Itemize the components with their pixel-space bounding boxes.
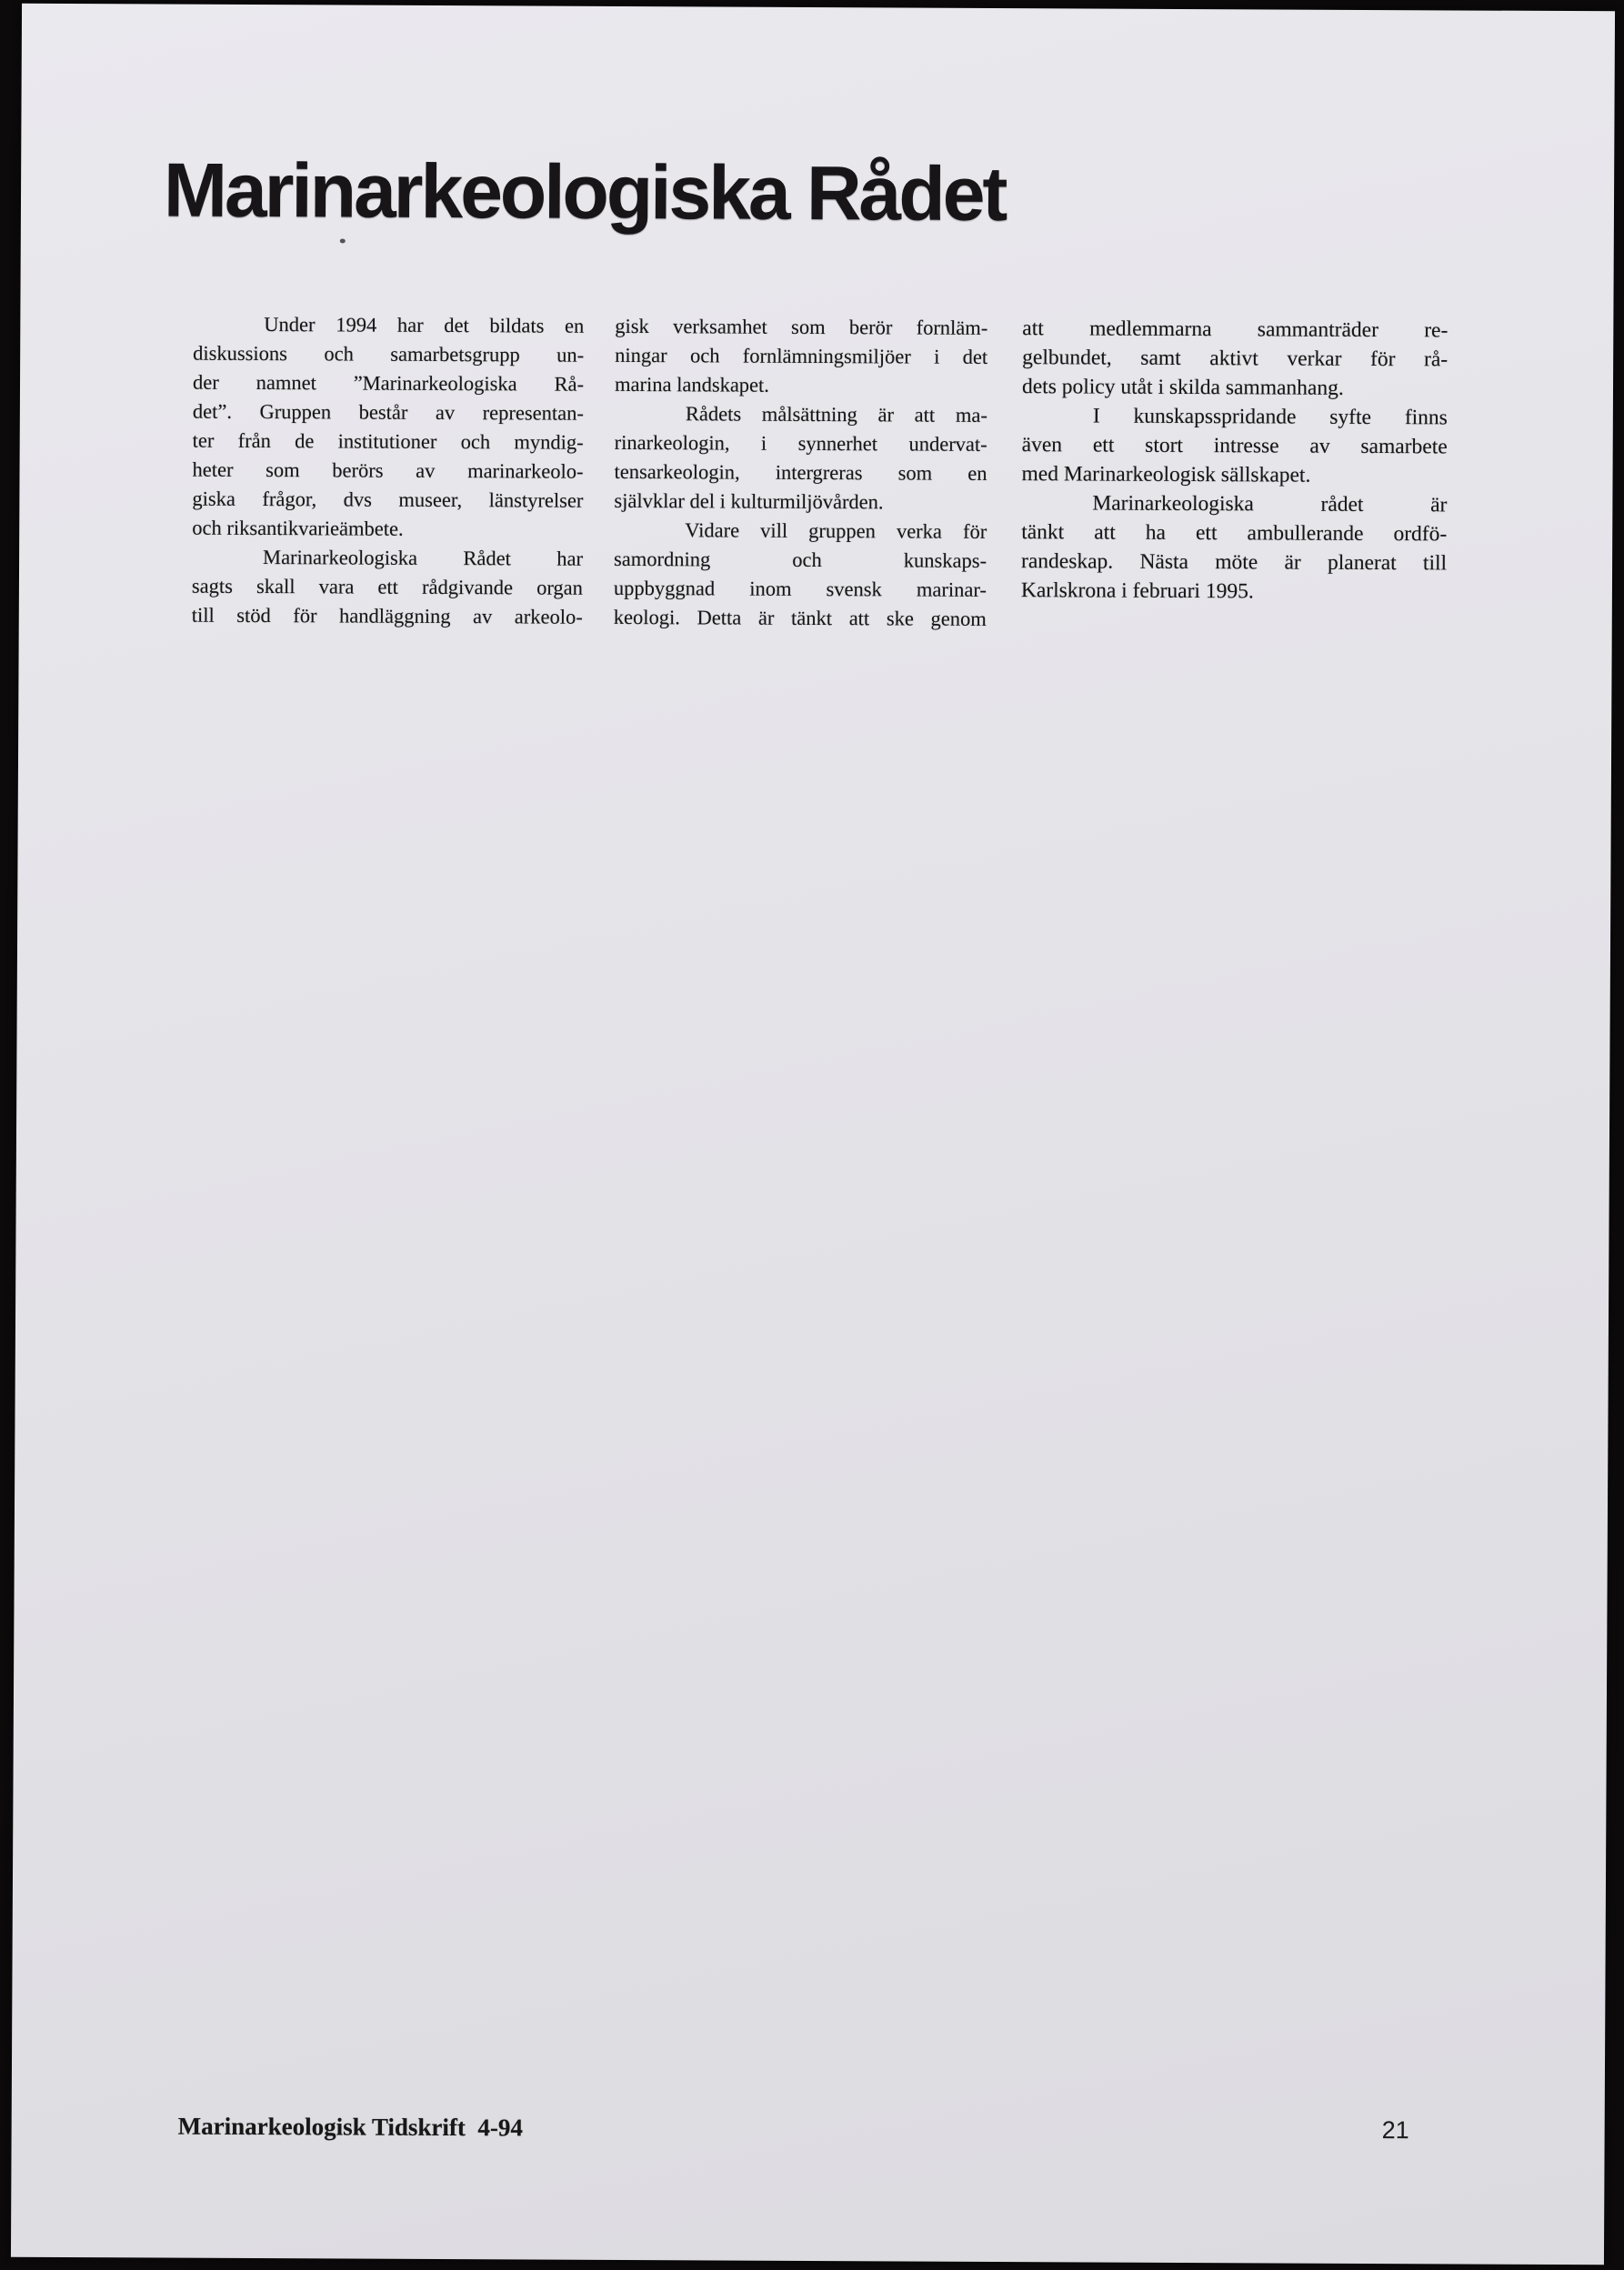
paper <box>11 4 1615 2265</box>
text-line: samordning och kunskaps- <box>614 547 987 572</box>
text-line: rinarkeologin, i synnerhet undervat- <box>614 430 987 456</box>
text-line: giska frågor, dvs museer, länstyrelser <box>192 487 584 512</box>
page-number: 21 <box>1381 2116 1409 2144</box>
text-line: dets policy utåt i skilda sammanhang. <box>1021 375 1344 400</box>
text-line: heter som berörs av marinarkeolo- <box>192 457 584 483</box>
text-line: randeskap. Nästa möte är planerat till <box>1021 549 1448 576</box>
text-line: Under 1994 har det bildats en <box>264 313 585 337</box>
text-line: der namnet ”Marinarkeologiska Rå- <box>192 370 585 396</box>
scan-speck <box>340 238 346 243</box>
text-line: sagts skall vara ett rådgivande organ <box>191 574 583 599</box>
text-line: självklar del i kulturmiljövården. <box>614 488 884 514</box>
footer-journal: Marinarkeologisk Tidskrift 4-94 <box>177 2112 524 2142</box>
text-line: att medlemmarna sammanträder re- <box>1022 316 1449 343</box>
text-line: till stöd för handläggning av arkeolo- <box>191 603 583 628</box>
article-column-1 <box>192 310 585 632</box>
text-line: ter från de institutioner och myndig- <box>192 428 584 454</box>
text-line: Marinarkeologiska Rådet har <box>263 546 584 570</box>
text-line: Rådets målsättning är att ma- <box>685 402 987 427</box>
page-title: Marinarkeologiska Rådet <box>163 146 1006 237</box>
text-line: även ett stort intresse av samarbete <box>1021 433 1448 459</box>
text-line: I kunskapsspridande syfte finns <box>1092 404 1448 430</box>
text-line: gisk verksamhet som berör fornläm- <box>615 314 988 339</box>
text-line: keologi. Detta är tänkt att ske genom <box>613 605 987 630</box>
text-line: marina landskapet. <box>614 372 770 397</box>
text-line: Karlskrona i februari 1995. <box>1020 578 1254 604</box>
text-line: med Marinarkeologisk sällskapet. <box>1021 462 1311 487</box>
text-line: Vidare vill gruppen verka för <box>685 518 987 543</box>
text-line: uppbyggnad inom svensk marinar- <box>613 576 987 601</box>
text-line: diskussions och samarbetsgrupp un- <box>193 341 585 367</box>
text-line: gelbundet, samt aktivt verkar för rå- <box>1022 346 1449 372</box>
text-line: Marinarkeologiska rådet är <box>1092 491 1448 517</box>
text-line: ningar och fornlämningsmiljöer i det <box>615 343 988 368</box>
text-line: och riksantikvarieämbete. <box>192 516 404 540</box>
article-column-2 <box>614 312 988 634</box>
text-line: tänkt att ha ett ambullerande ordfö- <box>1021 520 1448 547</box>
article-column-3 <box>1021 314 1449 607</box>
text-line: tensarkeologin, intergreras som en <box>614 459 987 485</box>
text-line: det”. Gruppen består av representan- <box>192 399 584 425</box>
